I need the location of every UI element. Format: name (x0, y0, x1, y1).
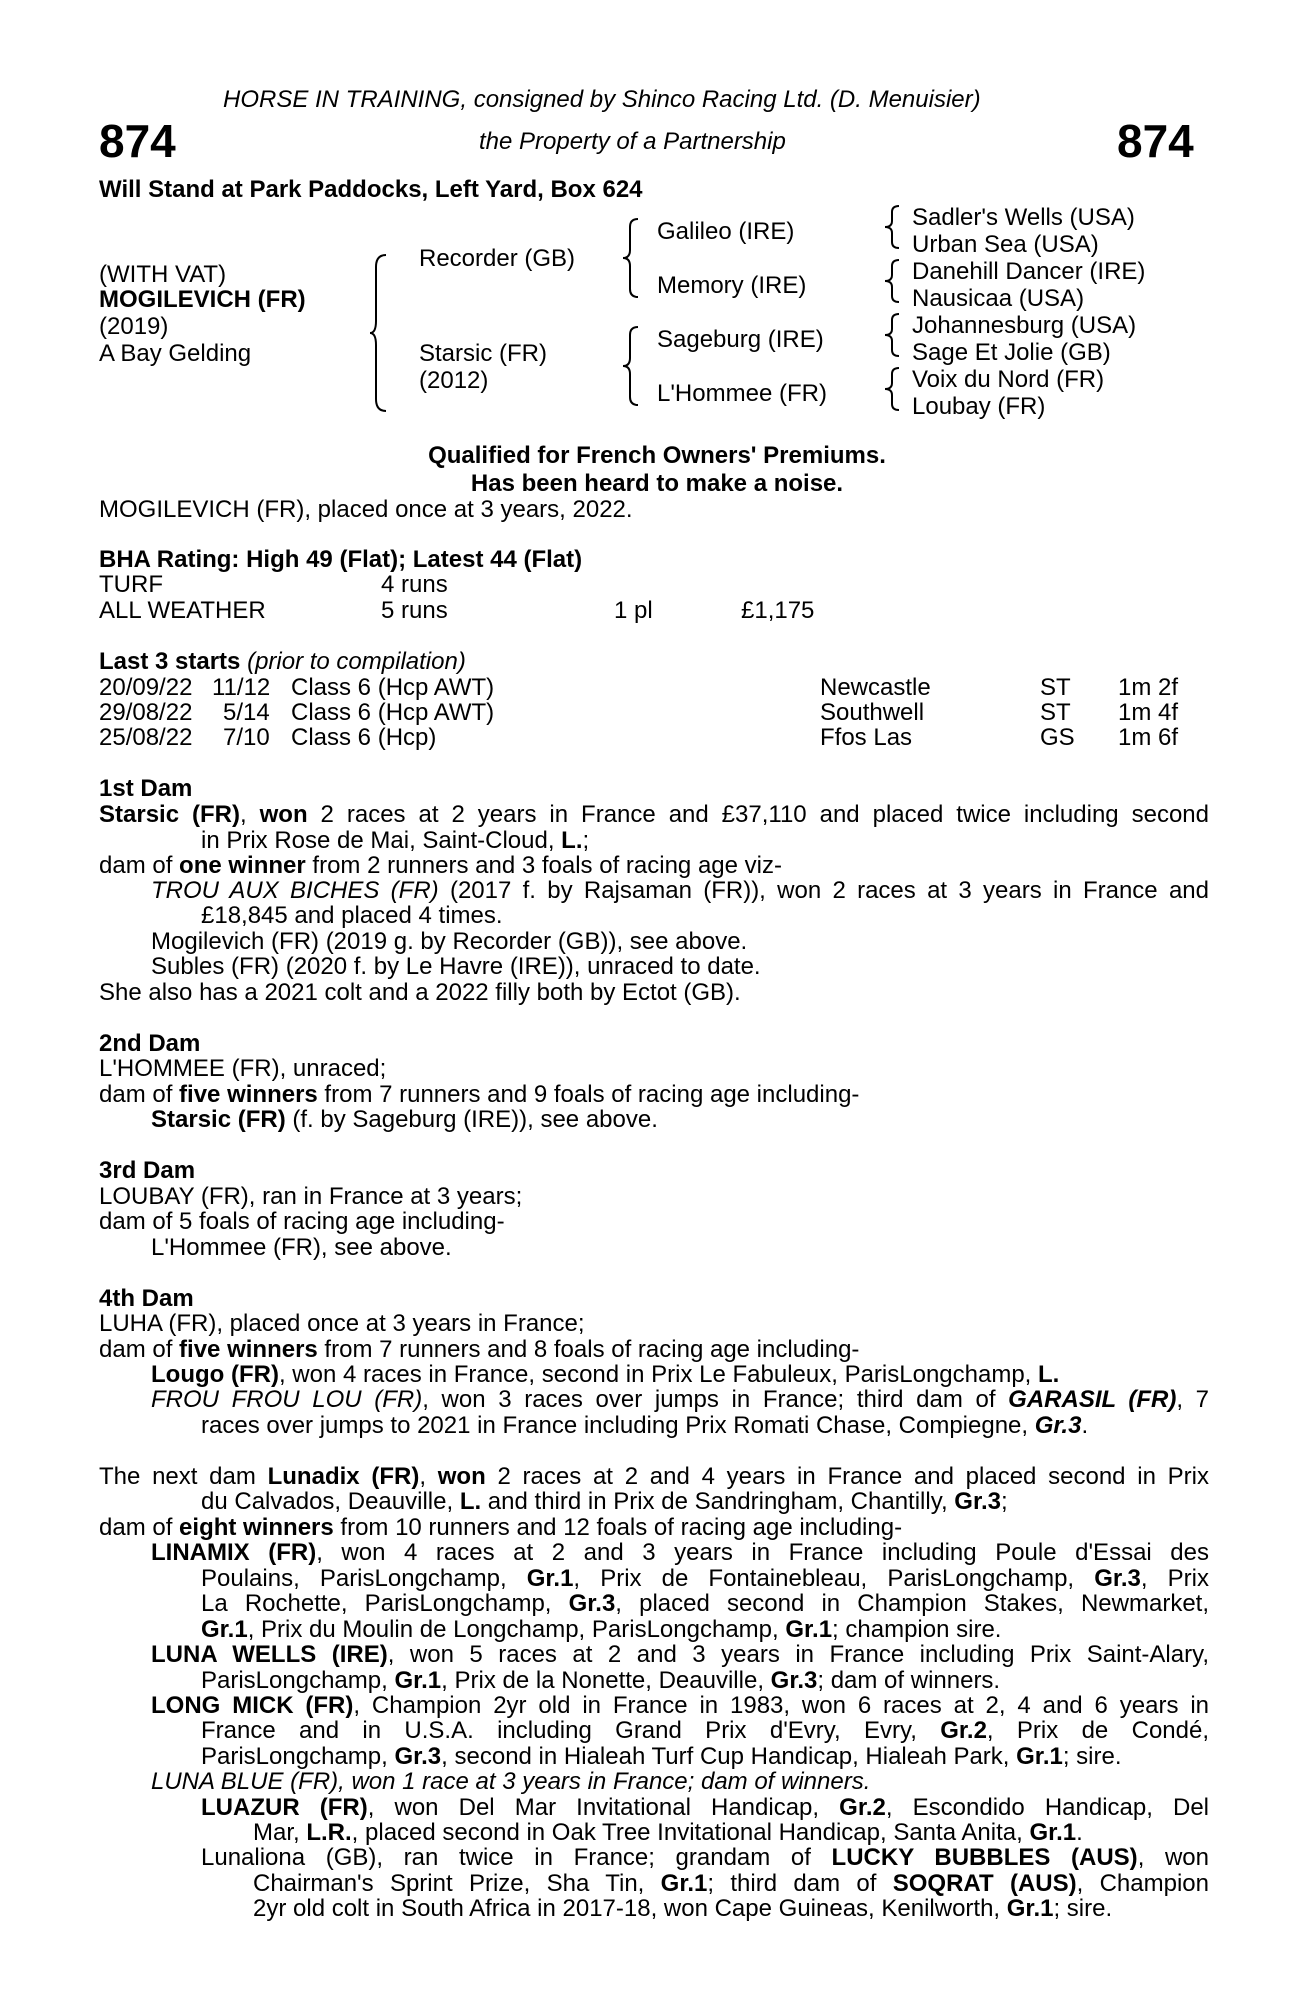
next-dam-line-12 (201, 1744, 1209, 1770)
pedigree-sire-sire: Galileo (IRE) (657, 218, 795, 245)
next-dam-line-3 (99, 1515, 1209, 1541)
first-dam-winners: one winner (179, 852, 306, 879)
first-dam-line-3 (99, 853, 1209, 879)
progeny-name: Lougo (FR) (151, 1361, 279, 1388)
noise-note: Has been heard to make a noise. (470, 470, 844, 497)
fourth-dam-line-4 (151, 1387, 1209, 1413)
grade-label: Gr.1 (1029, 1819, 1077, 1846)
first-dam-line-7: Subles (FR) (2020 f. by Le Havre (IRE)), unraced to date. (151, 953, 761, 980)
start-1-course: Newcastle (820, 674, 931, 701)
grade-label: Gr.3 (954, 1488, 1001, 1515)
next-dam-name: Lunadix (FR) (267, 1463, 420, 1490)
grade-label: Gr.2 (839, 1794, 886, 1821)
grade-label: Gr.1 (660, 1870, 708, 1897)
next-dam-line-10 (151, 1693, 1209, 1719)
rating-heading: BHA Rating: High 49 (Flat); Latest 44 (Flat) (99, 546, 583, 573)
grade-label: Gr.3 (568, 1590, 616, 1617)
first-dam-name: Starsic (FR) (99, 801, 240, 828)
first-dam-line-6: Mogilevich (FR) (2019 g. by Recorder (GB)), see above. (151, 928, 748, 955)
pedigree-brace-3a (884, 204, 902, 250)
grade-label: Gr.1 (394, 1667, 442, 1694)
first-dam-heading: 1st Dam (99, 775, 193, 802)
fourth-dam-text: . (1081, 1412, 1089, 1439)
next-dam-text: Chairman's Sprint Prize, Sha Tin, (253, 1870, 661, 1897)
pedigree-g3-2: Urban Sea (USA) (912, 231, 1099, 258)
progeny-name: GARASIL (FR) (1008, 1386, 1177, 1413)
next-dam-text: 2yr old colt in South Africa in 2017-18, won Cape Guineas, Kenilworth, (253, 1895, 1007, 1922)
next-dam-text: ; dam of winners. (817, 1667, 1001, 1694)
next-dam-line-1 (99, 1464, 1209, 1490)
third-dam-line-2: dam of 5 foals of racing age including- (99, 1208, 505, 1235)
next-dam-text: , second in Hialeah Turf Cup Handicap, Hialeah Park, (441, 1743, 1017, 1770)
second-dam-heading: 2nd Dam (99, 1030, 201, 1057)
start-1-going: ST (1040, 674, 1071, 701)
start-2-date: 29/08/22 (99, 699, 193, 726)
second-dam-text: dam of (99, 1081, 180, 1108)
progeny-name: TROU AUX BICHES (FR) (151, 877, 439, 904)
consign-line: HORSE IN TRAINING, consigned by Shinco Racing Ltd. (D. Menuisier) (223, 86, 981, 113)
grade-label: Gr.1 (526, 1565, 574, 1592)
grade-label: L.R. (306, 1819, 352, 1846)
next-dam-text: du Calvados, Deauville, (201, 1488, 460, 1515)
next-dam-text: . (1076, 1819, 1083, 1846)
second-dam-text: from 7 runners and 9 foals of racing age including- (317, 1081, 860, 1108)
grade-label: Gr.1 (1016, 1743, 1063, 1770)
next-dam-line-5 (201, 1566, 1209, 1592)
fourth-dam-line-3 (151, 1362, 1209, 1388)
next-dam-text: , Prix de la Nonette, Deauville, (441, 1667, 771, 1694)
next-dam-line-15 (253, 1820, 1209, 1846)
horse-year: (2019) (99, 313, 169, 340)
horse-description: A Bay Gelding (99, 340, 252, 367)
fourth-dam-text: , 7 (1176, 1386, 1209, 1413)
first-dam-won: won (259, 801, 308, 828)
first-dam-line-8: She also has a 2021 colt and a 2022 filly both by Ectot (GB). (99, 979, 741, 1006)
next-dam-text: ; third dam of (707, 1870, 893, 1897)
next-dam-text: dam of (99, 1514, 180, 1541)
next-dam-text: , Champion 2yr old in France in 1983, won 6 races at 2, 4 and 6 years in (353, 1692, 1209, 1719)
fourth-dam-text: , won 4 races in France, second in Prix Le Fabuleux, ParisLongchamp, (278, 1361, 1039, 1388)
fourth-dam-winners: five winners (179, 1336, 318, 1363)
next-dam-line-16 (201, 1845, 1209, 1871)
last-starts-heading-line (99, 649, 466, 675)
next-dam-line-7 (201, 1617, 1209, 1643)
progeny-name: LINAMIX (FR) (151, 1539, 317, 1566)
next-dam-text: , won Del Mar Invitational Handicap, (367, 1794, 840, 1821)
stand-line: Will Stand at Park Paddocks, Left Yard, Box 624 (99, 176, 643, 203)
next-dam-text: France and in U.S.A. including Grand Prix d'Evry, Evry, (201, 1717, 941, 1744)
pedigree-brace-2b (622, 325, 642, 407)
next-dam-line-8 (151, 1642, 1209, 1668)
second-dam-winners: five winners (179, 1081, 318, 1108)
rating-aw-surface: ALL WEATHER (99, 597, 266, 624)
next-dam-line-11 (201, 1718, 1209, 1744)
grade-label: L. (459, 1488, 482, 1515)
progeny-name: LUNA WELLS (IRE) (151, 1641, 388, 1668)
grade-label: Gr.1 (1006, 1895, 1054, 1922)
start-3-date: 25/08/22 (99, 724, 193, 751)
fourth-dam-line-1: LUHA (FR), placed once at 3 years in France; (99, 1310, 585, 1337)
next-dam-text: , won 4 races at 2 and 3 years in France including Poule d'Essai des (316, 1539, 1209, 1566)
grade-label: Gr.3 (1094, 1565, 1141, 1592)
first-dam-text: (2017 f. by Rajsaman (FR)), won 2 races at 3 years in France and (438, 877, 1209, 904)
start-3-pos: 7/10 (223, 724, 270, 751)
rating-aw-placed: 1 pl (614, 597, 653, 624)
next-dam-text: ; (1000, 1488, 1008, 1515)
next-dam-text: , Prix de Condé, (986, 1717, 1209, 1744)
pedigree-g3-4: Nausicaa (USA) (912, 285, 1085, 312)
fourth-dam-text: from 7 runners and 8 foals of racing age including- (317, 1336, 860, 1363)
next-dam-text: , Champion (1076, 1870, 1209, 1897)
lot-number-left: 874 (99, 115, 176, 167)
next-dam-text: , (419, 1463, 438, 1490)
next-dam-text: Poulains, ParisLongchamp, (201, 1565, 527, 1592)
pedigree-g3-1: Sadler's Wells (USA) (912, 204, 1135, 231)
start-3-course: Ffos Las (820, 724, 913, 751)
pedigree-brace-1 (370, 253, 390, 413)
progeny-name: LUAZUR (FR) (201, 1794, 368, 1821)
first-dam-line-5: £18,845 and placed 4 times. (201, 902, 503, 929)
pedigree-sire-dam: Memory (IRE) (657, 272, 807, 299)
fourth-dam-line-5 (201, 1413, 1209, 1439)
progeny-name: Starsic (FR) (151, 1106, 286, 1133)
pedigree-brace-2a (622, 217, 642, 299)
summary-line: MOGILEVICH (FR), placed once at 3 years, 2022. (99, 496, 633, 523)
next-dam-text: , won (1137, 1844, 1210, 1871)
third-dam-line-1: LOUBAY (FR), ran in France at 3 years; (99, 1183, 523, 1210)
next-dam-won: won (437, 1463, 486, 1490)
start-1-distance: 1m 2f (1118, 674, 1179, 701)
next-dam-winners: eight winners (179, 1514, 334, 1541)
grade-label: L. (1038, 1361, 1060, 1388)
start-1-class: Class 6 (Hcp AWT) (291, 674, 495, 701)
third-dam-line-3: L'Hommee (FR), see above. (151, 1234, 452, 1261)
second-dam-line-1: L'HOMMEE (FR), unraced; (99, 1055, 387, 1082)
pedigree-g3-6: Sage Et Jolie (GB) (912, 339, 1111, 366)
next-dam-text: Mar, (253, 1819, 307, 1846)
fourth-dam-heading: 4th Dam (99, 1285, 194, 1312)
first-dam-line-4 (151, 878, 1209, 904)
qualified-note: Qualified for French Owners' Premiums. (428, 442, 886, 469)
rating-turf-runs: 4 runs (381, 571, 448, 598)
progeny-name: SOQRAT (AUS) (892, 1870, 1077, 1897)
pedigree-brace-3c (884, 312, 902, 358)
next-dam-text: , Prix (1140, 1565, 1209, 1592)
next-dam-text: , won 5 races at 2 and 3 years in France including Prix Saint-Alary, (387, 1641, 1209, 1668)
fourth-dam-text: , won 3 races over jumps in France; third dam of (422, 1386, 1009, 1413)
next-dam-text: , placed second in Champion Stakes, Newmarket, (615, 1590, 1209, 1617)
next-dam-text: from 10 runners and 12 foals of racing age including- (333, 1514, 903, 1541)
grade-label: Gr.3 (394, 1743, 442, 1770)
third-dam-heading: 3rd Dam (99, 1157, 196, 1184)
pedigree-g3-3: Danehill Dancer (IRE) (912, 258, 1146, 285)
first-dam-line-2 (201, 828, 1209, 854)
next-dam-text: The next dam (99, 1463, 268, 1490)
next-dam-text: ; sire. (1053, 1895, 1113, 1922)
second-dam-text: (f. by Sageburg (IRE)), see above. (285, 1106, 658, 1133)
grade-label: Gr.1 (785, 1616, 833, 1643)
fourth-dam-text: races over jumps to 2021 in France including Prix Romati Chase, Compiegne, (201, 1412, 1035, 1439)
rating-aw-runs: 5 runs (381, 597, 448, 624)
pedigree-g3-8: Loubay (FR) (912, 393, 1046, 420)
next-dam-line-18 (253, 1896, 1209, 1922)
next-dam-text: , Escondido Handicap, Del (885, 1794, 1209, 1821)
grade-label: Gr.1 (201, 1616, 248, 1643)
first-dam-text: in Prix Rose de Mai, Saint-Cloud, (201, 827, 562, 854)
next-dam-line-14 (201, 1795, 1209, 1821)
next-dam-line-6 (201, 1591, 1209, 1617)
last-starts-note: (prior to compilation) (247, 648, 466, 675)
start-3-distance: 1m 6f (1118, 724, 1179, 751)
vat-label: (WITH VAT) (99, 261, 227, 288)
last-starts-heading: Last 3 starts (99, 648, 241, 675)
next-dam-text: ; sire. (1062, 1743, 1122, 1770)
next-dam-text: Lunaliona (GB), ran twice in France; grandam of (201, 1844, 832, 1871)
progeny-name: FROU FROU LOU (FR) (151, 1386, 423, 1413)
next-dam-line-2 (201, 1489, 1209, 1515)
next-dam-text: La Rochette, ParisLongchamp, (201, 1590, 569, 1617)
start-2-going: ST (1040, 699, 1071, 726)
next-dam-line-9 (201, 1668, 1209, 1694)
start-1-date: 20/09/22 (99, 674, 193, 701)
start-2-class: Class 6 (Hcp AWT) (291, 699, 495, 726)
next-dam-line-13: LUNA BLUE (FR), won 1 race at 3 years in France; dam of winners. (151, 1768, 871, 1795)
pedigree-g3-5: Johannesburg (USA) (912, 312, 1137, 339)
next-dam-text: , Prix du Moulin de Longchamp, ParisLongchamp, (247, 1616, 786, 1643)
start-2-course: Southwell (820, 699, 925, 726)
grade-label: Gr.3 (1034, 1412, 1082, 1439)
next-dam-line-17 (253, 1871, 1209, 1897)
start-1-pos: 11/12 (212, 674, 271, 701)
fourth-dam-line-2 (99, 1337, 1209, 1363)
next-dam-text: ParisLongchamp, (201, 1667, 395, 1694)
next-dam-line-4 (151, 1540, 1209, 1566)
pedigree-brace-3b (884, 258, 902, 304)
first-dam-line-1: Starsic (FR), won 2 races at 2 years in France and £37,110 and placed twice including second (99, 801, 1209, 828)
grade-label: Gr.2 (940, 1717, 987, 1744)
first-dam-text: from 2 runners and 3 foals of racing age viz- (305, 852, 782, 879)
next-dam-text: and third in Prix de Sandringham, Chantilly, (481, 1488, 955, 1515)
next-dam-text: ParisLongchamp, (201, 1743, 395, 1770)
next-dam-text: 2 races at 2 and 4 years in France and placed second in Prix (485, 1463, 1209, 1490)
second-dam-line-2 (99, 1082, 1209, 1108)
grade-label: Gr.3 (770, 1667, 818, 1694)
pedigree-sire: Recorder (GB) (419, 245, 576, 272)
progeny-name: LONG MICK (FR) (151, 1692, 354, 1719)
rating-aw-prize: £1,175 (741, 597, 815, 624)
progeny-name: LUCKY BUBBLES (AUS) (831, 1844, 1138, 1871)
start-2-distance: 1m 4f (1118, 699, 1179, 726)
next-dam-text: ; champion sire. (832, 1616, 1002, 1643)
pedigree-dam-dam: L'Hommee (FR) (657, 380, 827, 407)
property-line: the Property of a Partnership (479, 128, 786, 155)
next-dam-text: , placed second in Oak Tree Invitational Handicap, Santa Anita, (351, 1819, 1030, 1846)
start-2-pos: 5/14 (223, 699, 270, 726)
pedigree-dam: Starsic (FR) (419, 340, 547, 367)
fourth-dam-text: dam of (99, 1336, 180, 1363)
lot-number-right: 874 (1117, 115, 1194, 167)
next-dam-text: , Prix de Fontainebleau, ParisLongchamp, (573, 1565, 1095, 1592)
pedigree-dam-year: (2012) (419, 367, 489, 394)
rating-turf-surface: TURF (99, 571, 163, 598)
second-dam-line-3 (151, 1107, 1209, 1133)
start-3-going: GS (1040, 724, 1075, 751)
first-dam-text: ; (582, 827, 590, 854)
horse-name: MOGILEVICH (FR) (99, 286, 306, 313)
start-3-class: Class 6 (Hcp) (291, 724, 437, 751)
grade-label: L. (561, 827, 583, 854)
first-dam-text: dam of (99, 852, 180, 879)
pedigree-g3-7: Voix du Nord (FR) (912, 366, 1105, 393)
pedigree-brace-3d (884, 366, 902, 412)
pedigree-dam-sire: Sageburg (IRE) (657, 326, 824, 353)
first-dam-text: 2 races at 2 years in France and £37,110 and placed twice including second (307, 801, 1209, 828)
